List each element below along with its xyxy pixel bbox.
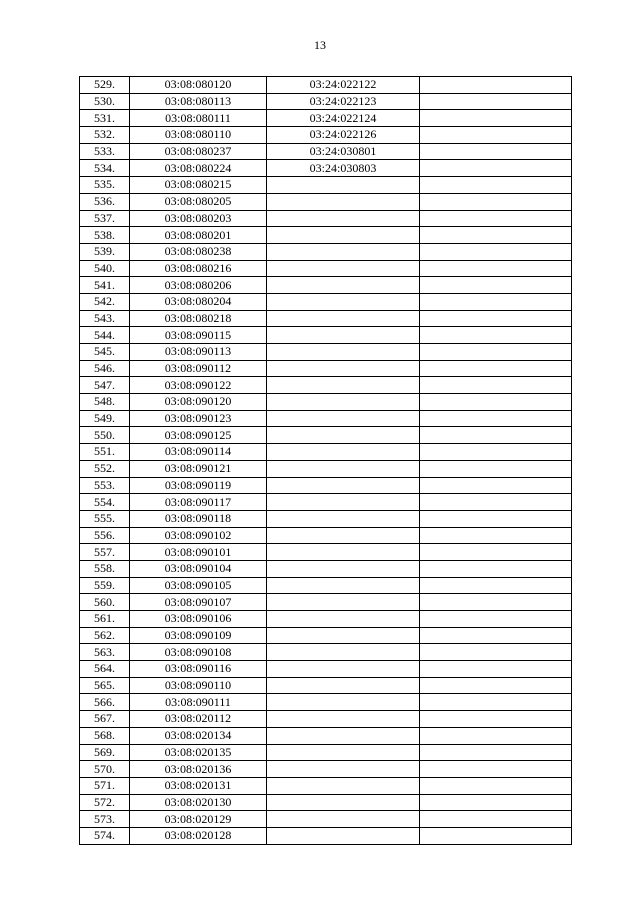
empty-cell [420, 644, 572, 661]
secondary-number-cell [267, 427, 420, 444]
row-number-cell: 567. [80, 711, 130, 728]
table-row [80, 444, 572, 461]
table-row [80, 460, 572, 477]
table-row [80, 394, 572, 411]
cadastral-number-cell: 03:08:080120 [130, 77, 267, 94]
row-number-cell: 547. [80, 377, 130, 394]
row-number-cell: 558. [80, 560, 130, 577]
cadastral-number-cell: 03:08:080113 [130, 93, 267, 110]
table-row [80, 644, 572, 661]
cadastral-number-cell: 03:08:090101 [130, 544, 267, 561]
empty-cell [420, 460, 572, 477]
secondary-number-cell [267, 227, 420, 244]
secondary-number-cell [267, 827, 420, 844]
empty-cell [420, 227, 572, 244]
cadastral-number-cell: 03:08:020130 [130, 794, 267, 811]
cadastral-number-cell: 03:08:090125 [130, 427, 267, 444]
cadastral-number-cell: 03:08:090108 [130, 644, 267, 661]
cadastral-number-cell: 03:08:020135 [130, 744, 267, 761]
table-row [80, 477, 572, 494]
cadastral-number-cell: 03:08:090119 [130, 477, 267, 494]
empty-cell [420, 110, 572, 127]
row-number-cell: 554. [80, 494, 130, 511]
cadastral-number-cell: 03:08:080205 [130, 193, 267, 210]
secondary-number-cell [267, 210, 420, 227]
empty-cell [420, 794, 572, 811]
secondary-number-cell [267, 394, 420, 411]
secondary-number-cell [267, 744, 420, 761]
row-number-cell: 549. [80, 410, 130, 427]
empty-cell [420, 427, 572, 444]
cadastral-number-cell: 03:08:090116 [130, 661, 267, 678]
cadastral-number-cell: 03:08:090106 [130, 611, 267, 628]
empty-cell [420, 477, 572, 494]
cadastral-number-cell: 03:08:080238 [130, 243, 267, 260]
row-number-cell: 539. [80, 243, 130, 260]
cadastral-number-cell: 03:08:090104 [130, 560, 267, 577]
empty-cell [420, 394, 572, 411]
row-number-cell: 543. [80, 310, 130, 327]
empty-cell [420, 93, 572, 110]
table-row [80, 560, 572, 577]
secondary-number-cell [267, 360, 420, 377]
table-row [80, 193, 572, 210]
table-row [80, 510, 572, 527]
cadastral-number-cell: 03:08:080203 [130, 210, 267, 227]
row-number-cell: 570. [80, 761, 130, 778]
table-row [80, 243, 572, 260]
secondary-number-cell: 03:24:022122 [267, 77, 420, 94]
secondary-number-cell [267, 243, 420, 260]
row-number-cell: 557. [80, 544, 130, 561]
table-row [80, 427, 572, 444]
secondary-number-cell [267, 460, 420, 477]
row-number-cell: 532. [80, 127, 130, 144]
empty-cell [420, 127, 572, 144]
empty-cell [420, 310, 572, 327]
table-row [80, 293, 572, 310]
cadastral-number-cell: 03:08:090113 [130, 344, 267, 361]
table-row [80, 360, 572, 377]
cadastral-number-cell: 03:08:080206 [130, 277, 267, 294]
row-number-cell: 573. [80, 811, 130, 828]
secondary-number-cell [267, 694, 420, 711]
table-row [80, 761, 572, 778]
secondary-number-cell [267, 477, 420, 494]
cadastral-number-cell: 03:08:090123 [130, 410, 267, 427]
table-row [80, 694, 572, 711]
row-number-cell: 546. [80, 360, 130, 377]
empty-cell [420, 744, 572, 761]
table-row [80, 594, 572, 611]
cadastral-number-cell: 03:08:080215 [130, 177, 267, 194]
cadastral-number-cell: 03:08:090122 [130, 377, 267, 394]
table-row [80, 377, 572, 394]
secondary-number-cell [267, 544, 420, 561]
table-row [80, 527, 572, 544]
row-number-cell: 531. [80, 110, 130, 127]
empty-cell [420, 444, 572, 461]
empty-cell [420, 594, 572, 611]
cadastral-number-cell: 03:08:090102 [130, 527, 267, 544]
secondary-number-cell [267, 761, 420, 778]
cadastral-number-cell: 03:08:020136 [130, 761, 267, 778]
cadastral-number-cell: 03:08:020112 [130, 711, 267, 728]
row-number-cell: 544. [80, 327, 130, 344]
row-number-cell: 559. [80, 577, 130, 594]
cadastral-number-cell: 03:08:080224 [130, 160, 267, 177]
table-row [80, 160, 572, 177]
row-number-cell: 540. [80, 260, 130, 277]
cadastral-number-cell: 03:08:080218 [130, 310, 267, 327]
row-number-cell: 548. [80, 394, 130, 411]
table-row [80, 110, 572, 127]
table-row [80, 310, 572, 327]
empty-cell [420, 193, 572, 210]
row-number-cell: 530. [80, 93, 130, 110]
empty-cell [420, 510, 572, 527]
table-row [80, 494, 572, 511]
table-row [80, 544, 572, 561]
secondary-number-cell [267, 344, 420, 361]
empty-cell [420, 360, 572, 377]
table-row [80, 627, 572, 644]
secondary-number-cell [267, 310, 420, 327]
cadastral-number-cell: 03:08:080111 [130, 110, 267, 127]
row-number-cell: 555. [80, 510, 130, 527]
empty-cell [420, 260, 572, 277]
cadastral-number-cell: 03:08:090117 [130, 494, 267, 511]
secondary-number-cell [267, 560, 420, 577]
secondary-number-cell [267, 277, 420, 294]
table-row [80, 143, 572, 160]
table-row [80, 210, 572, 227]
row-number-cell: 561. [80, 611, 130, 628]
empty-cell [420, 143, 572, 160]
secondary-number-cell: 03:24:030801 [267, 143, 420, 160]
row-number-cell: 568. [80, 727, 130, 744]
row-number-cell: 572. [80, 794, 130, 811]
row-number-cell: 565. [80, 677, 130, 694]
secondary-number-cell [267, 444, 420, 461]
empty-cell [420, 694, 572, 711]
secondary-number-cell [267, 811, 420, 828]
empty-cell [420, 677, 572, 694]
empty-cell [420, 177, 572, 194]
table-row [80, 677, 572, 694]
row-number-cell: 569. [80, 744, 130, 761]
cadastral-number-cell: 03:08:080204 [130, 293, 267, 310]
empty-cell [420, 577, 572, 594]
table-row [80, 327, 572, 344]
secondary-number-cell [267, 410, 420, 427]
empty-cell [420, 293, 572, 310]
table-row [80, 77, 572, 94]
empty-cell [420, 527, 572, 544]
empty-cell [420, 327, 572, 344]
row-number-cell: 535. [80, 177, 130, 194]
empty-cell [420, 160, 572, 177]
cadastral-number-cell: 03:08:090111 [130, 694, 267, 711]
cadastral-number-cell: 03:08:020129 [130, 811, 267, 828]
empty-cell [420, 377, 572, 394]
cadastral-number-cell: 03:08:090110 [130, 677, 267, 694]
table-row [80, 93, 572, 110]
row-number-cell: 529. [80, 77, 130, 94]
empty-cell [420, 344, 572, 361]
empty-cell [420, 727, 572, 744]
table-row [80, 794, 572, 811]
row-number-cell: 574. [80, 827, 130, 844]
cadastral-number-cell: 03:08:090105 [130, 577, 267, 594]
row-number-cell: 538. [80, 227, 130, 244]
secondary-number-cell [267, 794, 420, 811]
cadastral-number-cell: 03:08:090120 [130, 394, 267, 411]
row-number-cell: 556. [80, 527, 130, 544]
table-row [80, 611, 572, 628]
empty-cell [420, 77, 572, 94]
empty-cell [420, 811, 572, 828]
secondary-number-cell [267, 293, 420, 310]
empty-cell [420, 210, 572, 227]
secondary-number-cell [267, 611, 420, 628]
secondary-number-cell [267, 677, 420, 694]
secondary-number-cell [267, 260, 420, 277]
empty-cell [420, 494, 572, 511]
empty-cell [420, 243, 572, 260]
row-number-cell: 550. [80, 427, 130, 444]
secondary-number-cell [267, 494, 420, 511]
cadastral-number-cell: 03:08:090118 [130, 510, 267, 527]
empty-cell [420, 560, 572, 577]
empty-cell [420, 777, 572, 794]
secondary-number-cell [267, 777, 420, 794]
empty-cell [420, 711, 572, 728]
secondary-number-cell [267, 527, 420, 544]
row-number-cell: 534. [80, 160, 130, 177]
secondary-number-cell [267, 644, 420, 661]
cadastral-number-cell: 03:08:090109 [130, 627, 267, 644]
secondary-number-cell: 03:24:022124 [267, 110, 420, 127]
secondary-number-cell [267, 193, 420, 210]
table-row [80, 827, 572, 844]
row-number-cell: 537. [80, 210, 130, 227]
row-number-cell: 563. [80, 644, 130, 661]
cadastral-number-cell: 03:08:020128 [130, 827, 267, 844]
secondary-number-cell [267, 661, 420, 678]
table-row [80, 177, 572, 194]
cadastral-number-cell: 03:08:020131 [130, 777, 267, 794]
row-number-cell: 536. [80, 193, 130, 210]
secondary-number-cell [267, 627, 420, 644]
secondary-number-cell: 03:24:030803 [267, 160, 420, 177]
empty-cell [420, 611, 572, 628]
table-row [80, 260, 572, 277]
table-row [80, 227, 572, 244]
empty-cell [420, 544, 572, 561]
secondary-number-cell [267, 377, 420, 394]
row-number-cell: 571. [80, 777, 130, 794]
secondary-number-cell [267, 577, 420, 594]
row-number-cell: 560. [80, 594, 130, 611]
cadastral-number-cell: 03:08:080201 [130, 227, 267, 244]
cadastral-number-cell: 03:08:080216 [130, 260, 267, 277]
table-row [80, 777, 572, 794]
row-number-cell: 562. [80, 627, 130, 644]
table-row [80, 727, 572, 744]
table-body [80, 77, 572, 845]
empty-cell [420, 761, 572, 778]
secondary-number-cell [267, 727, 420, 744]
row-number-cell: 551. [80, 444, 130, 461]
table-row [80, 277, 572, 294]
table-row [80, 577, 572, 594]
secondary-number-cell [267, 510, 420, 527]
empty-cell [420, 277, 572, 294]
table-row [80, 344, 572, 361]
row-number-cell: 552. [80, 460, 130, 477]
row-number-cell: 542. [80, 293, 130, 310]
row-number-cell: 553. [80, 477, 130, 494]
cadastral-number-cell: 03:08:020134 [130, 727, 267, 744]
cadastral-number-cell: 03:08:090107 [130, 594, 267, 611]
empty-cell [420, 410, 572, 427]
cadastral-number-cell: 03:08:090114 [130, 444, 267, 461]
cadastral-number-table [79, 76, 572, 845]
table-row [80, 711, 572, 728]
row-number-cell: 533. [80, 143, 130, 160]
row-number-cell: 545. [80, 344, 130, 361]
secondary-number-cell [267, 177, 420, 194]
row-number-cell: 564. [80, 661, 130, 678]
empty-cell [420, 627, 572, 644]
cadastral-number-cell: 03:08:080110 [130, 127, 267, 144]
empty-cell [420, 827, 572, 844]
table-row [80, 410, 572, 427]
secondary-number-cell [267, 711, 420, 728]
empty-cell [420, 661, 572, 678]
cadastral-number-cell: 03:08:090121 [130, 460, 267, 477]
table-row [80, 127, 572, 144]
secondary-number-cell: 03:24:022126 [267, 127, 420, 144]
cadastral-number-cell: 03:08:090115 [130, 327, 267, 344]
row-number-cell: 566. [80, 694, 130, 711]
table-row [80, 661, 572, 678]
cadastral-number-cell: 03:08:080237 [130, 143, 267, 160]
secondary-number-cell [267, 327, 420, 344]
row-number-cell: 541. [80, 277, 130, 294]
page-number: 13 [314, 38, 326, 52]
table-row [80, 811, 572, 828]
table-row [80, 744, 572, 761]
secondary-number-cell: 03:24:022123 [267, 93, 420, 110]
cadastral-number-cell: 03:08:090112 [130, 360, 267, 377]
secondary-number-cell [267, 594, 420, 611]
